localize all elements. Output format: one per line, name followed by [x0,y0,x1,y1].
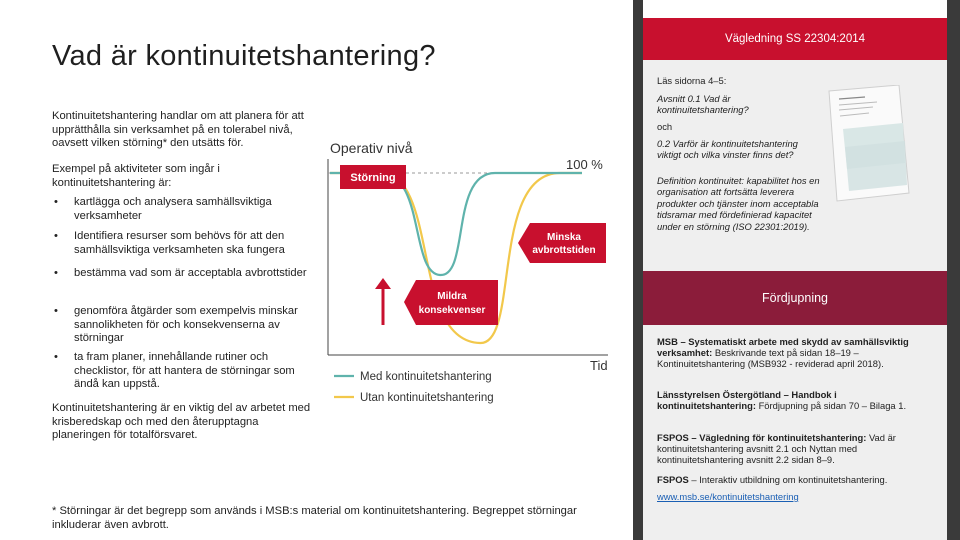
list-item-text: Identifiera resurser som behövs för att den samhällsviktiga verksamheten ska fungera [74,230,285,256]
definition-text: Definition kontinuitet: kapabilitet hos en organisation att fortsätta leverera produkter och tjänster inom acceptabla tidsramar med fördefinierad kapacitet under en störning (ISO 22301:2019). [657,175,820,232]
reference-fspos-utbildning [657,474,937,485]
msb-link[interactable]: www.msb.se/kontinuitetshantering [657,491,799,502]
up-arrow-icon [375,278,391,289]
list-item-text: bestämma vad som är acceptabla avbrottstider [74,267,307,279]
mildra-label-2: konsekvenser [418,305,486,316]
footnote-text: * Störningar är det begrepp som används i MSB:s material om kontinuitetshantering. Begreppet störningar inkluderar även avbrott. [52,505,577,531]
reference-title: FSPOS [657,474,689,485]
diagram-xlabel: Tid [590,358,608,373]
reference-title: FSPOS – Vägledning för kontinuitetshantering: [657,432,867,443]
reference-lansstyrelsen [657,389,917,411]
reference-msb [657,336,917,370]
minska-label-2: avbrottstiden [532,245,596,256]
reference-text: Beskrivande text på sidan 18–19 – Kontinuitetshantering (MSB932 - reviderad april 2018). [657,347,884,370]
legend-with-label: Med kontinuitetshantering [360,371,492,383]
reference-text: Fördjupning på sidan 70 – Bilaga 1. [755,400,907,412]
page-title: Vad är kontinuitetshantering? [52,40,436,72]
och-text: och [657,121,673,132]
mildra-box [404,280,498,325]
bullet-symbol: • [54,305,58,317]
document-thumbnail [825,85,913,203]
mildra-label-1: Mildra [437,291,467,302]
list-item-text: kartlägga och analysera samhällsviktiga verksamheter [74,196,272,222]
panel-header: Vägledning SS 22304:2014 [643,18,947,60]
continuity-diagram [320,135,620,415]
bullet-symbol: • [54,267,58,279]
bullet-symbol: • [54,351,58,363]
storning-label: Störning [350,172,396,184]
reference-title: Länsstyrelsen Östergötland – Handbok i kontinuitetshantering: [657,389,837,412]
minska-label-1: Minska [547,232,581,243]
list-item-text: genomföra åtgärder som exempelvis minskar sannolikheten för och konsekvenserna av störningar [74,305,298,345]
bullet-symbol: • [54,196,58,208]
intro-text: Kontinuitetshantering handlar om att planera för att upprätthålla sin verksamhet på en tolerabel nivå, oavsett vilken störning* den utsätts för. [52,110,304,150]
list-item [52,305,322,351]
reference-text: Vad är kontinuitetshantering avsnitt 2.1 och Nyttan med kontinuitetshantering avsnitt 2.2 sidan 8–9. [657,432,896,466]
examples-intro-text: Exempel på aktiviteter som ingår i kontinuitetshantering är: [52,163,220,189]
bullet-symbol: • [54,230,58,242]
reference-title: MSB – Systematiskt arbete med skydd av samhällsviktig verksamhet: [657,336,909,359]
list-item [52,230,322,267]
level-label: 100 % [566,157,603,172]
list-item-text: ta fram planer, innehållande rutiner och checklistor, för att hantera de störningar som ändå kan uppstå. [74,351,295,391]
panel-border-right [947,0,960,540]
list-item [52,351,322,392]
list-item [52,196,322,225]
fordjupning-header: Fördjupning [643,271,947,325]
diagram-ylabel: Operativ nivå [330,140,413,156]
activities-list [52,196,322,392]
section-01-text: Avsnitt 0.1 Vad är kontinuitetshantering? [657,93,749,116]
panel-border-left [633,0,643,540]
read-pages-text: Läs sidorna 4–5: [657,75,727,86]
section-02-text: 0.2 Varför är kontinuitetshantering viktigt och vilka vinster finns det? [657,138,798,161]
list-item [52,267,322,300]
reference-text: – Interaktiv utbildning om kontinuitetshantering. [688,474,888,485]
minska-box [518,223,606,263]
reference-fspos-vagledning [657,432,917,466]
summary-text: Kontinuitetshantering är en viktig del av arbetet med krisberedskap och med den återupptagna planeringen för totalförsvaret. [52,402,311,442]
legend-without-label: Utan kontinuitetshantering [360,392,494,404]
